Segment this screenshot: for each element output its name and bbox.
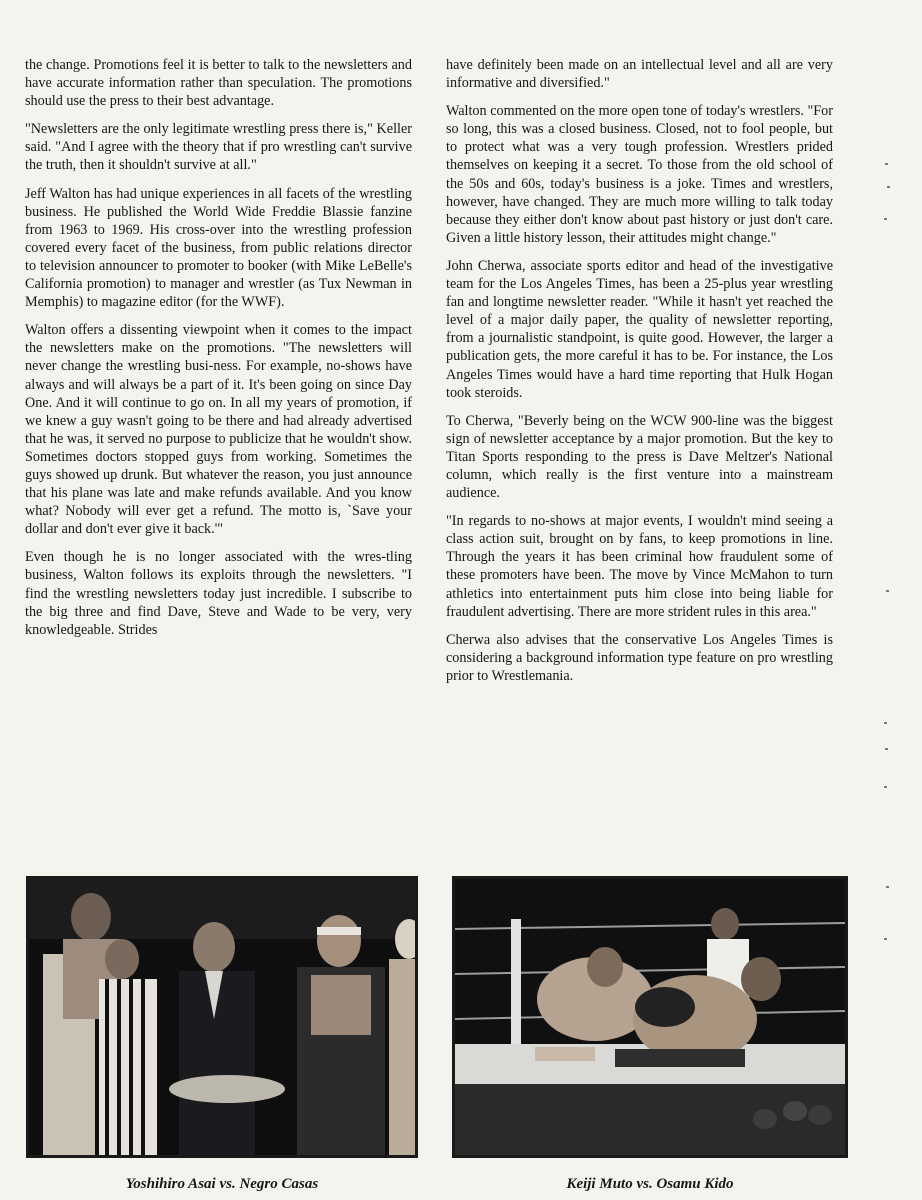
photo-muto-vs-kido <box>452 876 848 1158</box>
scan-speck <box>884 722 887 724</box>
photo-asai-vs-casas <box>26 876 418 1158</box>
paragraph: Even though he is no longer associated with the wres-tling business, Walton follows its exploits through the newsletters. "I find the wrestling newsletters today just incredible. I subscribe to the big three and find Dave, Steve and Wade to be very, very knowledgeable. Strides <box>25 549 412 638</box>
paragraph: Walton offers a dissenting viewpoint when it comes to the impact the newsletters make on the promotions. "The newsletters will never change the wrestling busi-ness. For example, no-shows have always and will always be a part of it. It's been going on since Day One. And it will continue to go on. In all my years of promotion, if we knew a guy wasn't going to be there and had already advertised that he was, it served no purpose to publicize that he wouldn't show. Sometimes doctors stopped guys from working. Sometimes the guys showed up drunk. But whatever the reason, you just announce that his plane was late and make refunds available. And you know what? Nobody will ever get a refund. The motto is, `Save your dollar and don't ever give it back.'" <box>25 322 412 538</box>
scan-speck <box>886 886 889 888</box>
scan-speck <box>885 748 888 750</box>
paragraph: have definitely been made on an intellectual level and all are very informative and diversified." <box>446 57 833 92</box>
paragraph: the change. Promotions feel it is better to talk to the newsletters and have accurate information rather than speculation. The promotions should use the press to their best advantage. <box>25 57 412 110</box>
photo-caption-right: Keiji Muto vs. Osamu Kido <box>566 1176 734 1192</box>
paragraph: Jeff Walton has had unique experiences in all facets of the wrestling business. He published the World Wide Freddie Blassie fanzine from 1963 to 1969. His cross-over into the wrestling profession covered every facet of the business, from public relations director to television announcer to promoter to booker (with Mike LeBelle's California promotion) to manager and wrestler (as Tux Newman in Memphis) to magazine editor (for the WWF). <box>25 185 412 311</box>
scan-speck <box>884 786 887 788</box>
scan-speck <box>884 218 887 220</box>
article-column-left <box>25 56 412 649</box>
photo-caption-left: Yoshihiro Asai vs. Negro Casas <box>125 1176 319 1192</box>
paragraph: "In regards to no-shows at major events, I wouldn't mind seeing a class action suit, brought on by fans, to keep promotions in line. Through the years it has been criminal how fraudulent some of these promoters have been. The move by Vince McMahon to turn athletics into entertainment puts him close into being liable for fraudulent advertising. There are more strident rules in this area." <box>446 513 833 620</box>
scan-speck <box>884 938 887 940</box>
paragraph: Walton commented on the more open tone of today's wrestlers. "For so long, this was a closed business. Closed, not to fool people, but to protect what was a very tough profession. Wrestlers prided themselves on keeping it a secret. To those from the old school of the 50s and 60s, today's business is a joke. Times and wrestlers, however, have changed. They are much more willing to talk today because they either don't know about past history or just don't care. Given a little history lesson, their attitudes might change." <box>446 103 833 246</box>
paragraph: To Cherwa, "Beverly being on the WCW 900-line was the biggest sign of newsletter acceptance by a major promotion. But the key to Titan Sports responding to the press is Dave Meltzer's National column, which really is the first venture into a mainstream audience. <box>446 412 833 502</box>
paragraph: John Cherwa, associate sports editor and head of the investigative team for the Los Angeles Times, has been a 25-plus year wrestling fan and longtime newsletter reader. "While it hasn't yet reached the level of a major daily paper, the quality of newsletter reporting, from a journalistic standpoint, is quite good. However, the larger a publication gets, the more careful it has to be. For instance, the Los Angeles Times would have a hard time reporting that Hulk Hogan took steroids. <box>446 257 833 401</box>
scan-speck <box>886 590 889 592</box>
paragraph: Cherwa also advises that the conservative Los Angeles Times is considering a background information type feature on pro wrestling prior to Wrestlemania. <box>446 631 833 684</box>
paragraph: "Newsletters are the only legitimate wrestling press there is," Keller said. "And I agree with the theory that if pro wrestling can't survive the truth, then it shouldn't survive at all." <box>25 121 412 174</box>
article-column-right <box>446 56 833 695</box>
scan-speck <box>885 163 888 165</box>
scan-speck <box>887 186 890 188</box>
